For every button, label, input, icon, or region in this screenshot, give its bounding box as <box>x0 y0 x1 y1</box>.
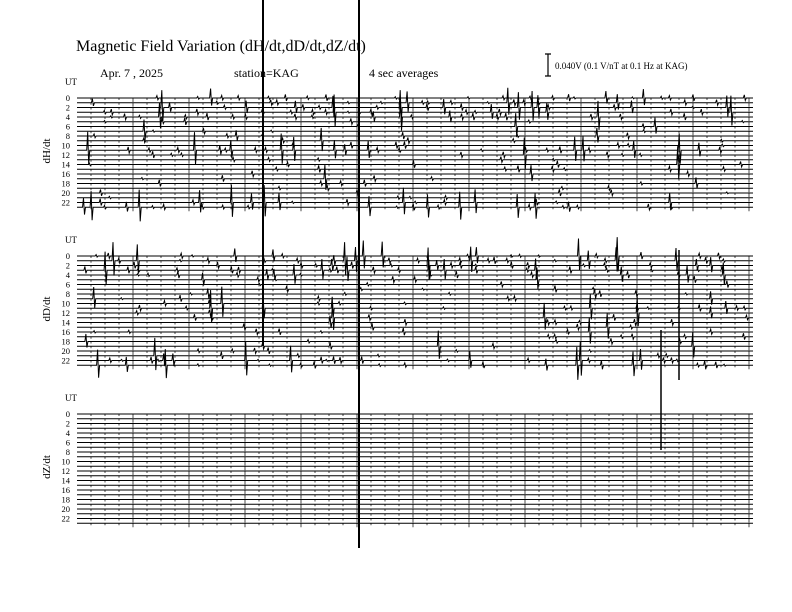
hour-label: 18 <box>61 336 70 347</box>
trace-ticks <box>91 165 749 169</box>
hour-label: 10 <box>61 140 70 151</box>
hour-label: 22 <box>61 513 70 524</box>
trace-line <box>77 287 753 308</box>
date-label: Apr. 7 , 2025 <box>100 66 163 80</box>
trace-ticks <box>91 504 749 508</box>
hour-label: 4 <box>65 270 70 280</box>
trace-line <box>77 333 753 339</box>
hour-label: 6 <box>65 121 70 132</box>
trace-ticks <box>91 514 749 518</box>
trace-ticks <box>91 122 749 126</box>
trace-ticks <box>91 146 749 150</box>
trace-ticks <box>91 289 749 293</box>
trace-ticks <box>91 519 749 523</box>
trace-line <box>77 348 753 354</box>
trace-ticks <box>91 361 749 365</box>
trace-ticks <box>91 256 749 260</box>
trace-ticks <box>91 342 749 346</box>
trace-line <box>77 120 753 141</box>
trace-ticks <box>91 127 749 131</box>
trace-ticks <box>91 332 749 336</box>
trace-ticks <box>91 198 749 202</box>
trace-line <box>77 190 753 222</box>
trace-ticks <box>91 457 749 461</box>
trace-ticks <box>91 304 749 308</box>
hour-label: 8 <box>65 289 70 299</box>
scale-bar <box>545 54 551 76</box>
trace-ticks <box>91 275 749 279</box>
trace-ticks <box>91 428 749 432</box>
trace-line <box>77 142 753 149</box>
hour-label: 18 <box>61 494 70 505</box>
ut-label: UT <box>65 235 77 245</box>
trace-ticks <box>91 150 749 154</box>
hour-label: 0 <box>65 251 70 261</box>
trace-ticks <box>91 203 749 207</box>
trace-ticks <box>91 313 749 317</box>
hour-label: 6 <box>65 279 70 290</box>
trace-ticks <box>91 169 749 173</box>
trace-ticks <box>91 471 749 475</box>
trace-ticks <box>91 117 749 121</box>
trace-ticks <box>91 476 749 480</box>
trace-line <box>77 331 753 359</box>
panel-label: dZ/dt <box>41 455 53 479</box>
trace-ticks <box>91 466 749 470</box>
trace-ticks <box>91 337 749 341</box>
trace-ticks <box>91 452 749 456</box>
hour-label: 8 <box>65 447 70 457</box>
trace-ticks <box>91 136 749 140</box>
trace-ticks <box>91 193 749 197</box>
trace-ticks <box>91 424 749 428</box>
hour-label: 20 <box>61 188 70 198</box>
trace-ticks <box>91 414 749 418</box>
averaging-label: 4 sec averages <box>369 66 439 80</box>
trace-ticks <box>91 184 749 188</box>
station-label: station=KAG <box>234 66 299 80</box>
trace-ticks <box>91 98 749 102</box>
hour-label: 0 <box>65 409 70 419</box>
trace-ticks <box>91 346 749 350</box>
trace-line <box>77 189 753 196</box>
trace-ticks <box>91 495 749 499</box>
trace-ticks <box>91 481 749 485</box>
trace-ticks <box>91 462 749 466</box>
hour-label: 12 <box>61 150 70 160</box>
trace-ticks <box>91 356 749 360</box>
trace-ticks <box>91 323 749 327</box>
trace-ticks <box>91 299 749 303</box>
hour-label: 16 <box>61 169 70 179</box>
trace-ticks <box>91 443 749 447</box>
trace-ticks <box>91 131 749 135</box>
trace-ticks <box>91 280 749 284</box>
trace-ticks <box>91 318 749 322</box>
trace-line <box>77 286 753 293</box>
panel-label: dD/dt <box>41 296 53 322</box>
trace-line <box>77 186 753 191</box>
hour-label: 4 <box>65 112 70 122</box>
hour-label: 2 <box>65 418 70 429</box>
trace-line <box>77 334 753 348</box>
hour-label: 12 <box>61 466 70 476</box>
trace-ticks <box>91 112 749 116</box>
trace-ticks <box>91 174 749 178</box>
hour-label: 22 <box>61 355 70 366</box>
trace-ticks <box>91 188 749 192</box>
trace-line <box>77 289 753 299</box>
trace-line <box>77 118 753 125</box>
hour-label: 10 <box>61 298 70 309</box>
trace-ticks <box>91 108 749 112</box>
trace-line <box>77 287 753 317</box>
trace-ticks <box>91 523 749 527</box>
trace-line <box>77 347 753 380</box>
hour-label: 2 <box>65 102 70 113</box>
trace-ticks <box>91 433 749 437</box>
trace-ticks <box>91 103 749 107</box>
trace-line <box>77 128 753 143</box>
hour-label: 22 <box>61 197 70 208</box>
trace-ticks <box>91 270 749 274</box>
hour-label: 20 <box>61 504 70 514</box>
trace-ticks <box>91 179 749 183</box>
trace-ticks <box>91 285 749 289</box>
trace-line <box>77 317 753 343</box>
hour-label: 8 <box>65 131 70 141</box>
trace-ticks <box>91 485 749 489</box>
hour-label: 4 <box>65 428 70 438</box>
trace-line <box>77 185 753 217</box>
hour-label: 16 <box>61 327 70 337</box>
ut-label: UT <box>65 393 77 403</box>
trace-line <box>77 88 753 115</box>
trace-line <box>77 281 753 288</box>
hour-label: 2 <box>65 260 70 271</box>
scale-bar-label: 0.040V (0.1 V/nT at 0.1 Hz at KAG) <box>555 61 688 71</box>
hour-label: 20 <box>61 346 70 356</box>
hour-label: 14 <box>61 317 70 328</box>
hour-label: 12 <box>61 308 70 318</box>
trace-ticks <box>91 351 749 355</box>
trace-ticks <box>91 365 749 369</box>
trace-line <box>77 303 753 330</box>
hour-label: 10 <box>61 456 70 467</box>
hour-label: 18 <box>61 178 70 189</box>
trace-ticks <box>91 419 749 423</box>
trace-line <box>77 313 753 338</box>
trace-ticks <box>91 266 749 270</box>
hour-label: 16 <box>61 485 70 495</box>
trace-ticks <box>91 294 749 298</box>
trace-line <box>77 156 753 162</box>
trace-ticks <box>91 327 749 331</box>
trace-line <box>77 297 753 327</box>
hour-label: 6 <box>65 437 70 448</box>
trace-ticks <box>91 509 749 513</box>
trace-ticks <box>91 141 749 145</box>
trace-ticks <box>91 155 749 159</box>
trace-ticks <box>91 308 749 312</box>
hour-label: 14 <box>61 159 70 170</box>
hour-label: 0 <box>65 93 70 103</box>
trace-ticks <box>91 160 749 164</box>
trace-ticks <box>91 447 749 451</box>
trace-ticks <box>91 438 749 442</box>
hour-label: 14 <box>61 475 70 486</box>
trace-line <box>77 196 753 200</box>
panel-label: dH/dt <box>41 138 53 164</box>
trace-line <box>77 165 753 190</box>
ut-label: UT <box>65 77 77 87</box>
trace-ticks <box>91 490 749 494</box>
chart-title: Magnetic Field Variation (dH/dt,dD/dt,dZ/dt) <box>76 38 366 55</box>
trace-ticks <box>91 500 749 504</box>
